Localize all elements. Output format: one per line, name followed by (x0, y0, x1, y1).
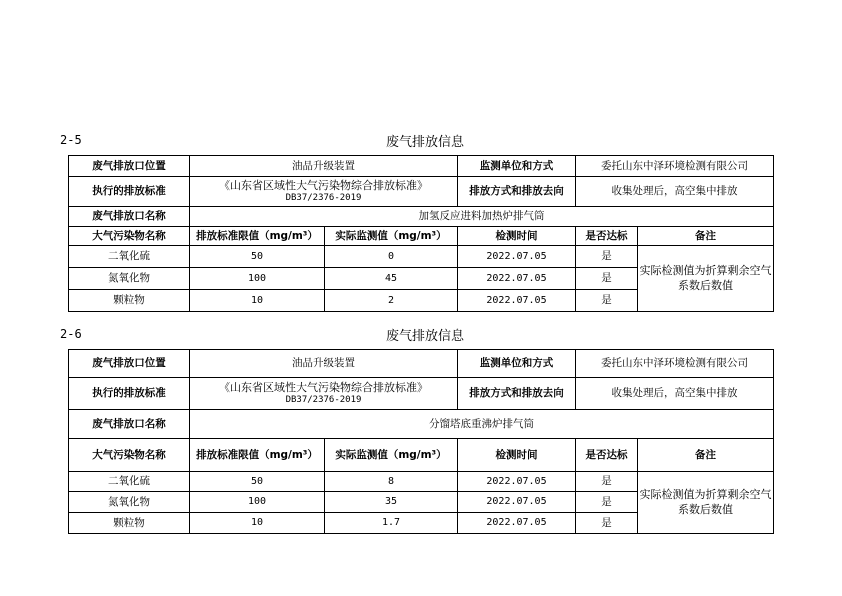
measured-cell: 8 (325, 472, 458, 492)
compliant-cell: 是 (576, 513, 638, 534)
monitor-unit-label: 监测单位和方式 (458, 156, 576, 177)
time-cell: 2022.07.05 (458, 472, 576, 492)
outlet-location-value: 油品升级装置 (190, 156, 458, 177)
outlet-name-label: 废气排放口名称 (69, 207, 190, 227)
standard-label: 执行的排放标准 (69, 378, 190, 410)
discharge-method-label: 排放方式和排放去向 (458, 378, 576, 410)
header-limit: 排放标准限值（mg/m³） (190, 439, 325, 472)
header-time: 检测时间 (458, 439, 576, 472)
monitor-unit-value: 委托山东中泽环境检测有限公司 (576, 350, 774, 378)
header-pollutant: 大气污染物名称 (69, 227, 190, 246)
remark-cell: 实际检测值为折算剩余空气系数后数值 (638, 246, 774, 312)
header-compliant: 是否达标 (576, 227, 638, 246)
standard-name: 《山东省区域性大气污染物综合排放标准》 (219, 179, 428, 192)
header-remark: 备注 (638, 439, 774, 472)
header-time: 检测时间 (458, 227, 576, 246)
discharge-method-label: 排放方式和排放去向 (458, 177, 576, 207)
compliant-cell: 是 (576, 492, 638, 513)
outlet-name-value: 分馏塔底重沸炉排气筒 (190, 410, 774, 439)
standard-name: 《山东省区域性大气污染物综合排放标准》 (219, 381, 428, 394)
pollutant-cell: 二氧化硫 (69, 472, 190, 492)
compliant-cell: 是 (576, 472, 638, 492)
time-cell: 2022.07.05 (458, 492, 576, 513)
header-measured: 实际监测值（mg/m³） (325, 227, 458, 246)
limit-cell: 10 (190, 513, 325, 534)
compliant-cell: 是 (576, 246, 638, 268)
pollutant-cell: 二氧化硫 (69, 246, 190, 268)
measured-cell: 45 (325, 268, 458, 290)
outlet-name-value: 加氢反应进料加热炉排气筒 (190, 207, 774, 227)
emission-table (68, 155, 774, 312)
compliant-cell: 是 (576, 290, 638, 312)
monitor-unit-label: 监测单位和方式 (458, 350, 576, 378)
limit-cell: 100 (190, 268, 325, 290)
outlet-location-label: 废气排放口位置 (69, 350, 190, 378)
time-cell: 2022.07.05 (458, 513, 576, 534)
table-row (69, 472, 774, 492)
section-title: 废气排放信息 (386, 329, 465, 344)
standard-value (190, 177, 458, 207)
emission-table (68, 349, 774, 534)
limit-cell: 50 (190, 246, 325, 268)
section-number: 2-6 (60, 327, 82, 341)
standard-code: DB37/2376-2019 (285, 394, 362, 405)
standard-value (190, 378, 458, 410)
pollutant-cell: 颗粒物 (69, 290, 190, 312)
header-compliant: 是否达标 (576, 439, 638, 472)
discharge-method-value: 收集处理后，高空集中排放 (576, 378, 774, 410)
standard-code: DB37/2376-2019 (285, 192, 362, 203)
measured-cell: 0 (325, 246, 458, 268)
measured-cell: 2 (325, 290, 458, 312)
time-cell: 2022.07.05 (458, 268, 576, 290)
section-number: 2-5 (60, 133, 82, 147)
limit-cell: 100 (190, 492, 325, 513)
discharge-method-value: 收集处理后，高空集中排放 (576, 177, 774, 207)
time-cell: 2022.07.05 (458, 290, 576, 312)
limit-cell: 50 (190, 472, 325, 492)
outlet-location-label: 废气排放口位置 (69, 156, 190, 177)
remark-cell: 实际检测值为折算剩余空气系数后数值 (638, 472, 774, 534)
outlet-name-label: 废气排放口名称 (69, 410, 190, 439)
measured-cell: 35 (325, 492, 458, 513)
measured-cell: 1.7 (325, 513, 458, 534)
header-pollutant: 大气污染物名称 (69, 439, 190, 472)
header-limit: 排放标准限值（mg/m³） (190, 227, 325, 246)
table-row (69, 246, 774, 268)
header-remark: 备注 (638, 227, 774, 246)
outlet-location-value: 油品升级装置 (190, 350, 458, 378)
standard-label: 执行的排放标准 (69, 177, 190, 207)
section-title: 废气排放信息 (386, 135, 465, 150)
time-cell: 2022.07.05 (458, 246, 576, 268)
limit-cell: 10 (190, 290, 325, 312)
pollutant-cell: 颗粒物 (69, 513, 190, 534)
header-measured: 实际监测值（mg/m³） (325, 439, 458, 472)
pollutant-cell: 氮氧化物 (69, 492, 190, 513)
compliant-cell: 是 (576, 268, 638, 290)
monitor-unit-value: 委托山东中泽环境检测有限公司 (576, 156, 774, 177)
pollutant-cell: 氮氧化物 (69, 268, 190, 290)
